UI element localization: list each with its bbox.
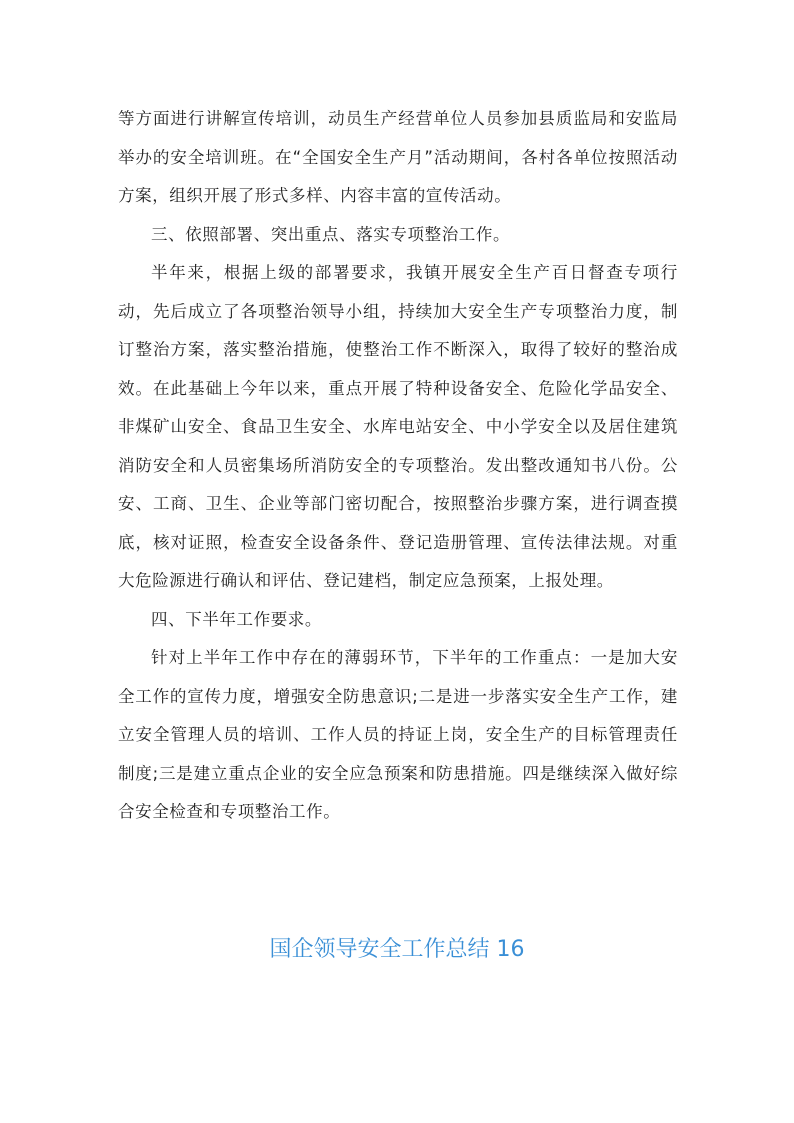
section-heading-3: 三、依照部署、突出重点、落实专项整治工作。 bbox=[151, 224, 511, 244]
next-document-title: 国企领导安全工作总结 16 bbox=[269, 937, 525, 962]
paragraph-continuation: 等方面进行讲解宣传培训，动员生产经营单位人员参加县质监局和安监局举办的安全培训班。在“全国安全生产月”活动期间，各村各单位按照活动方案，组织开展了形式多样、内容丰富的宣传活动。 bbox=[118, 109, 678, 205]
paragraph-rectification: 半年来，根据上级的部署要求，我镇开展安全生产百日督查专项行动，先后成立了各项整治领导小组，持续加大安全生产专项整治力度，制订整治方案，落实整治措施，使整治工作不断深入，取得了较好的整治成效。在此基础上今年以来，重点开展了特种设备安全、危险化学品安全、非煤矿山安全、食品卫生安全、水库电站安全、中小学安全以及居住建筑消防安全和人员密集场所消防安全的专项整治。发出整改通知书八份。公安、工商、卫生、企业等部门密切配合，按照整治步骤方案，进行调查摸底，核对证照，检查安全设备条件、登记造册管理、宣传法律法规。对重大危险源进行确认和评估、登记建档，制定应急预案，上报处理。 bbox=[118, 263, 678, 590]
document-body bbox=[118, 100, 678, 832]
paragraph-second-half-plan: 针对上半年工作中存在的薄弱环节，下半年的工作重点：一是加大安全工作的宣传力度，增强安全防患意识;二是进一步落实安全生产工作，建立安全管理人员的培训、工作人员的持证上岗，安全生产的目标管理责任制度;三是建立重点企业的安全应急预案和防患措施。四是继续深入做好综合安全检查和专项整治工作。 bbox=[118, 648, 678, 821]
section-heading-4: 四、下半年工作要求。 bbox=[151, 609, 322, 629]
